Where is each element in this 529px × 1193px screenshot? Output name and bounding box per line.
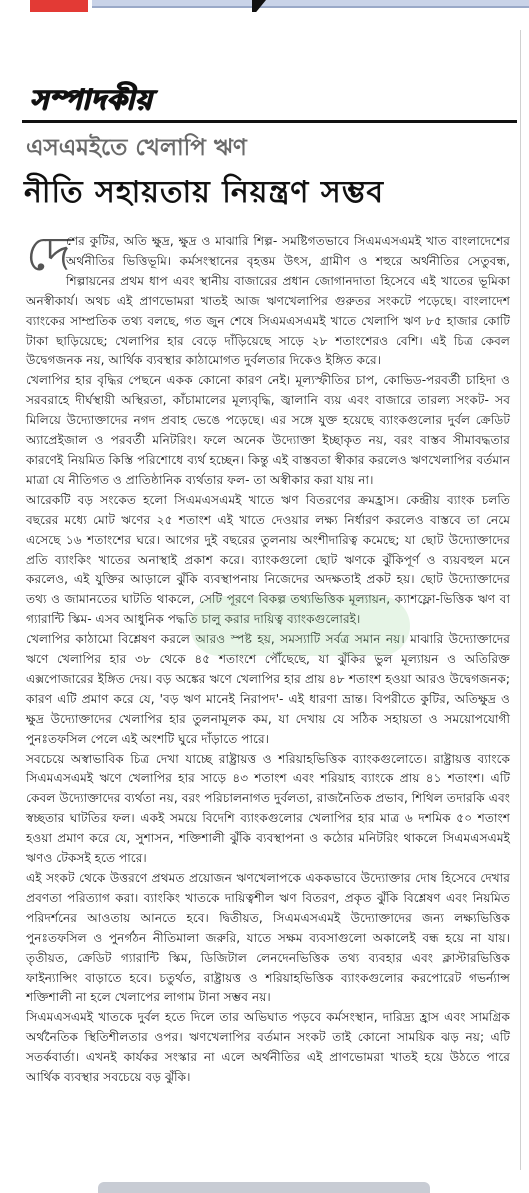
article-paragraph: সবচেয়ে অস্বাভাবিক চিত্র দেখা যাচ্ছে রাষ্ট্রায়ত্ত ও শরিয়াহভিত্তিক ব্যাংকগুলোতে। রাষ্ট্রায়ত্ত ব্যাংকে সিএমএসএমই ঋণে খেলাপির হার সাড়ে ৪৩ শতাংশ এবং শরিয়াহ ব্যাংকে প্রায় ৪১ শতাংশ। এটি কেবল উদ্যোক্তাদের ব্যর্থতা নয়, বরং পরিচালনাগত দুর্বলতা, রাজনৈতিক প্রভাব, শিথিল তদারকি এবং স্বচ্ছতার ঘাটতির ফল। একই সময়ে বিদেশি ব্যাংকগুলোর খেলাপির হার মাত্র ৬ দশমিক ৫০ শতাংশ হওয়া প্রমাণ করে যে, সুশাসন, শক্তিশালী ঝুঁকি ব্যবস্থাপনা ও কঠোর মনিটরিং থাকলে সিএমএসএমই ঋণও টেকসই হতে পারে। xyxy=(26,751,510,866)
article-body xyxy=(26,226,510,1088)
bottom-scroll-tab xyxy=(98,1182,430,1193)
top-blue-band xyxy=(92,0,529,8)
article-paragraph: খেলাপির কাঠামো বিশ্লেষণ করলে আরও স্পষ্ট হয়, সমস্যাটি সর্বত্র সমান নয়। মাঝারি উদ্যোক্তাদের ঋণে খেলাপির হার ৩৮ থেকে ৪৫ শতাংশে পৌঁছেছে, যা ঝুঁকির ভুল মূল্যায়ন ও অতিরিক্ত এক্সপোজারের ইঙ্গিত দেয়। বড় অঙ্কের ঋণে খেলাপির হার প্রায় ৪৮ শতাংশ হওয়া আরও উদ্বেগজনক; কারণ এটি প্রমাণ করে যে, 'বড় ঋণ মানেই নিরাপদ'- এই ধারণা ভ্রান্ত। বিপরীতে কুটির, অতিক্ষুদ্র ও ক্ষুদ্র উদ্যোক্তাদের খেলাপির হার তুলনামূলক কম, যা দেখায় যে সঠিক সহায়তা ও সময়োপযোগী পুনঃতফসিল পেলে এই অংশটি ঘুরে দাঁড়াতে পারে। xyxy=(26,632,510,746)
article-paragraph xyxy=(26,226,510,371)
drop-cap: দে xyxy=(26,226,71,282)
page-edge-rule xyxy=(520,30,521,1170)
top-color-bar xyxy=(0,0,529,14)
article-paragraph: খেলাপির হার বৃদ্ধির পেছনে একক কোনো কারণ নেই। মূল্যস্ফীতির চাপ, কোভিড-পরবর্তী চাহিদা ও সরবরাহে দীর্ঘস্থায়ী অস্থিরতা, কাঁচামালের মূল্যবৃদ্ধি, জ্বালানি ব্যয় এবং বাজারে তারল্য সংকট- সব মিলিয়ে উদ্যোক্তাদের নগদ প্রবাহ ভেঙে পড়েছে। এর সঙ্গে যুক্ত হয়েছে ব্যাংকগুলোর দুর্বল ক্রেডিট অ্যাপ্রেইজাল ও পরবর্তী মনিটরিং। ফলে অনেক উদ্যোক্তা ইচ্ছাকৃত নয়, বরং বাস্তব সীমাবদ্ধতার কারণেই নিয়মিত কিস্তি পরিশোধে ব্যর্থ হচ্ছেন। কিন্তু এই বাস্তবতা স্বীকার করলেও ঋণখেলাপির বর্তমান মাত্রা যে নীতিগত ও প্রাতিষ্ঠানিক ব্যর্থতার ফল- তা অস্বীকার করা যায় না। xyxy=(26,373,510,487)
article-paragraph: আরেকটি বড় সংকেত হলো সিএমএসএমই খাতে ঋণ বিতরণের ক্রমহ্রাস। কেন্দ্রীয় ব্যাংক চলতি বছরের মধ্যে মোট ঋণের ২৫ শতাংশ এই খাতে দেওয়ার লক্ষ্য নির্ধারণ করলেও বাস্তবে তা নেমে এসেছে ১৬ শতাংশের ঘরে। আগের দুই বছরের তুলনায় অংশীদারিত্ব কমেছে; যা ছোট উদ্যোক্তাদের প্রতি ব্যাংকিং খাতের অনাস্থাই প্রকাশ করে। ব্যাংকগুলো ছোট ঋণকে ঝুঁকিপূর্ণ ও ব্যয়বহুল মনে করলেও, এই যুক্তির আড়ালে ঝুঁকি ব্যবস্থাপনায় নিজেদের অদক্ষতাই প্রকট হয়। ছোট উদ্যোক্তাদের তথ্য ও জামানতের ঘাটতি থাকলে, সেটি পূরণে বিকল্প তথ্যভিত্তিক মূল্যায়ন, ক্যাশফ্লো-ভিত্তিক ঋণ বা গ্যারান্টি স্কিম- এসব আধুনিক পদ্ধতি চালু করার দায়িত্ব ব্যাংকগুলোরই। xyxy=(26,492,510,627)
section-masthead xyxy=(22,80,517,123)
section-label: সম্পাদকীয় xyxy=(30,83,153,116)
top-red-block xyxy=(30,0,88,12)
paragraph-text: শের কুটির, অতি ক্ষুদ্র, ক্ষুদ্র ও মাঝারি শিল্প- সমষ্টিগতভাবে সিএমএসএমই খাত বাংলাদেশের অর্থনীতির ভিত্তিভূমি। কর্মসংস্থানের বৃহত্তম উৎস, গ্রামীণ ও শহুরে অর্থনীতির সেতুবন্ধ, শিল্পায়নের প্রথম ধাপ এবং স্থানীয় বাজারের প্রধান জোগানদাতা হিসেবে এই খাতের ভূমিকা অনস্বীকার্য। অথচ এই প্রাণভোমরা খাতই আজ ঋণখেলাপির গুরুতর সংকটে পড়েছে। বাংলাদেশ ব্যাংকের সাম্প্রতিক তথ্য বলছে, গত জুন শেষে সিএমএসএমই খাতে খেলাপি ঋণ ৮৫ হাজার কোটি টাকা ছাড়িয়েছে; খেলাপির হার বেড়ে দাঁড়িয়েছে সাড়ে ২৮ শতাংশেরও বেশি। এই চিত্র কেবল উদ্বেগজনক নয়, আর্থিক ব্যবস্থার কাঠামোগত দুর্বলতার দিকেও ইঙ্গিত করে। xyxy=(26,234,510,368)
article-paragraph: এই সংকট থেকে উত্তরণে প্রথমত প্রয়োজন ঋণখেলাপকে এককভাবে উদ্যোক্তার দোষ হিসেবে দেখার প্রবণতা পরিত্যাগ করা। ব্যাংকিং খাতকে দায়িত্বশীল ঋণ বিতরণ, প্রকৃত ঝুঁকি বিশ্লেষণ এবং নিয়মিত পরিদর্শনের আওতায় আনতে হবে। দ্বিতীয়ত, সিএমএসএমই উদ্যোক্তাদের জন্য লক্ষ্যভিত্তিক পুনঃতফসিল ও পুনর্গঠন নীতিমালা জরুরি, যাতে সক্ষম ব্যবসাগুলো অকালেই বন্ধ হয়ে না যায়। তৃতীয়ত, ক্রেডিট গ্যারান্টি স্কিম, ডিজিটাল লেনদেনভিত্তিক তথ্য ব্যবহার এবং ক্লাস্টারভিত্তিক ফাইন্যান্সিং বাড়াতে হবে। চতুর্থত, রাষ্ট্রায়ত্ত ও শরিয়াহভিত্তিক ব্যাংকগুলোর করপোরেট গভর্ন্যান্স শক্তিশালী না হলে খেলাপের লাগাম টানা সম্ভব নয়। xyxy=(26,871,510,1005)
headline-title: নীতি সহায়তায় নিয়ন্ত্রণ সম্ভব xyxy=(24,175,385,210)
headline-kicker: এসএমইতে খেলাপি ঋণ xyxy=(26,135,247,161)
article-paragraph: সিএমএসএমই খাতকে দুর্বল হতে দিলে তার অভিঘাত পড়বে কর্মসংস্থান, দারিদ্র্য হ্রাস এবং সামগ্রিক অর্থনৈতিক স্থিতিশীলতার ওপর। ঋণখেলাপির বর্তমান সংকট তাই কোনো সাময়িক ঝড় নয়; এটি সতর্কবার্তা। এখনই কার্যকর সংস্কার না এলে অর্থনীতির এই প্রাণভোমরা খাতই হয়ে উঠতে পারে আর্থিক ব্যবস্থার সবচেয়ে বড় ঝুঁকি। xyxy=(26,1010,510,1085)
